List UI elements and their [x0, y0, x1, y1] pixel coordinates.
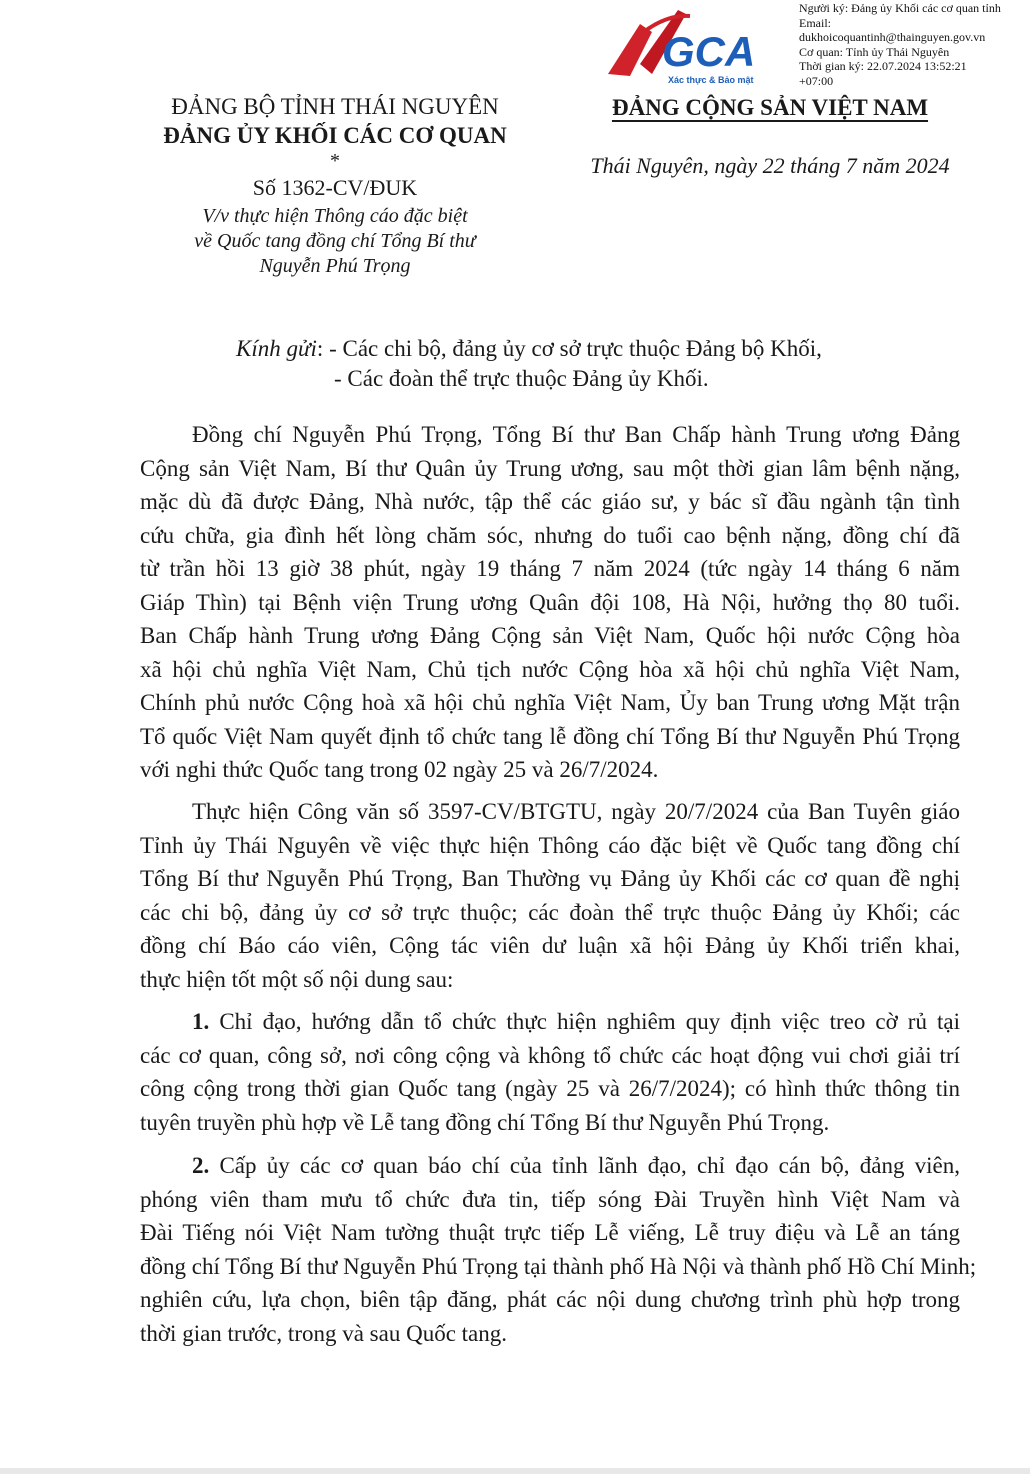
recipient-line: - Các đoàn thể trực thuộc Đảng ủy Khối. [334, 366, 709, 391]
text-line [140, 1005, 960, 1039]
text-line-content: mặc dù đã được Đảng, Nhà nước, tập thể các giáo sư, y bác sĩ đầu ngành tận tình [140, 489, 960, 514]
text-line [140, 753, 960, 787]
text-line-content: các cơ quan, công sở, nơi công cộng và không tổ chức các hoạt động vui chơi giải trí [140, 1042, 960, 1068]
issuer-block [100, 92, 570, 279]
text-line [140, 896, 960, 930]
text-line-content: Đồng chí Nguyễn Phú Trọng, Tổng Bí thư Ban Chấp hành Trung ương Đảng [192, 422, 960, 447]
svg-text:Xác thực & Bảo mật: Xác thực & Bảo mật [668, 75, 754, 85]
party-block [560, 93, 980, 179]
text-line-content: nghiên cứu, lựa chọn, biên tập đăng, phát các nội dung chương trình phù hợp trong [140, 1287, 960, 1312]
item-number: 1. [192, 1009, 210, 1034]
text-line-content: phóng viên tham mưu tổ chức đưa tin, tiếp sóng Đài Truyền hình Việt Nam và [140, 1186, 960, 1212]
paragraph-1 [140, 418, 960, 787]
text-line-content: Giáp Thìn) tại Bệnh viện Trung ương Quân đội 108, Hà Nội, hưởng thọ 80 tuổi. [140, 589, 960, 615]
subject-line: Nguyễn Phú Trọng [259, 255, 411, 277]
text-line [140, 1283, 960, 1317]
recipients [236, 334, 822, 394]
item-number: 2. [192, 1153, 210, 1178]
text-line-content: Cấp ủy các cơ quan báo chí của tỉnh lãnh đạo, chỉ đạo cán bộ, đảng viên, [219, 1153, 960, 1178]
text-line [140, 519, 960, 553]
text-line-content: Chỉ đạo, hướng dẫn tổ chức thực hiện nghiêm quy định việc treo cờ rủ tại [219, 1009, 960, 1034]
text-line-content: với nghi thức Quốc tang trong 02 ngày 25 và 26/7/2024. [140, 757, 659, 782]
recipient-line: - Các chi bộ, đảng ủy cơ sở trực thuộc Đảng bộ Khối, [329, 336, 822, 361]
text-line-content: Cộng sản Việt Nam, Bí thư Quân ủy Trung ương, sau một thời gian lâm bệnh nặng, [140, 455, 960, 481]
text-line [140, 653, 960, 687]
text-line [140, 1183, 960, 1217]
text-line-content: Chính phủ nước Cộng hoà xã hội chủ nghĩa Việt Nam, Ủy ban Trung ương Mặt trận [140, 690, 960, 715]
text-line [140, 963, 960, 997]
signer: Người ký: Đảng ủy Khối các cơ quan tỉnh [799, 1, 1001, 15]
timezone: +07:00 [799, 73, 834, 88]
text-line-content: công cộng trong thời gian Quốc tang (ngày 25 và 26/7/2024); có hình thức thông tin [140, 1076, 960, 1101]
page-bottom-edge [0, 1468, 1030, 1474]
text-line [140, 929, 960, 963]
text-line-content: Thực hiện Công văn số 3597-CV/BTGTU, ngày 20/7/2024 của Ban Tuyên giáo [192, 799, 960, 824]
text-line-content: Tỉnh ủy Thái Nguyên về việc thực hiện Thông cáo đặc biệt về Quốc tang đồng chí [140, 832, 960, 858]
issuer-line2: ĐẢNG ỦY KHỐI CÁC CƠ QUAN [163, 123, 507, 148]
text-line-content: đồng chí Báo cáo viên, Cộng tác viên dư luận xã hội Đảng ủy Khối triển khai, [140, 933, 960, 958]
text-line [140, 795, 960, 829]
email-label: Email: [799, 15, 831, 30]
text-line [140, 418, 960, 452]
document-number: Số 1362-CV/ĐUK [252, 175, 418, 200]
text-line [140, 829, 960, 863]
vgca-logo [600, 4, 795, 86]
item-2 [140, 1149, 977, 1350]
text-line-content: Đài Tiếng nói Việt Nam tường thuật trực tiếp Lễ viếng, Lễ truy điệu và Lễ an táng [140, 1220, 960, 1245]
svg-text:GCA: GCA [662, 28, 756, 75]
text-line-content: thời gian trước, trong và sau Quốc tang. [140, 1320, 508, 1346]
paragraph-2 [140, 795, 960, 996]
text-line [140, 552, 960, 586]
item-1 [140, 1005, 960, 1139]
party-name: ĐẢNG CỘNG SẢN VIỆT NAM [611, 95, 929, 120]
star-divider: * [330, 150, 340, 172]
text-line [140, 485, 960, 519]
text-line [140, 1039, 960, 1073]
text-line-content: Tổ quốc Việt Nam quyết định tổ chức tang lễ đồng chí Tổng Bí thư Nguyễn Phú Trọng [140, 723, 960, 749]
text-line [140, 1072, 960, 1106]
recipient-row: Kính gửi: - Các chi bộ, đảng ủy cơ sở trực thuộc Đảng bộ Khối, [236, 336, 822, 361]
text-line [140, 586, 960, 620]
text-line [140, 1106, 960, 1140]
place-date: Thái Nguyên, ngày 22 tháng 7 năm 2024 [590, 153, 950, 178]
text-line-content: tuyên truyền phù hợp về Lễ tang đồng chí Tổng Bí thư Nguyễn Phú Trọng. [140, 1109, 830, 1135]
text-line [140, 686, 960, 720]
text-line [140, 619, 960, 653]
text-line [140, 1250, 977, 1284]
text-line [140, 1149, 960, 1183]
subject [100, 204, 570, 279]
text-line-content: Ban Chấp hành Trung ương Đảng Cộng sản Việt Nam, Quốc hội nước Cộng hòa [140, 623, 960, 648]
text-line-content: các chi bộ, đảng ủy cơ sở trực thuộc; các đoàn thể trực thuộc Đảng ủy Khối; các [140, 899, 960, 925]
agency: Cơ quan: Tỉnh ủy Thái Nguyên [799, 44, 950, 59]
email: dukhoicoquantinh@thainguyen.gov.vn [799, 30, 986, 44]
text-line-content: xã hội chủ nghĩa Việt Nam, Chủ tịch nước Cộng hòa xã hội chủ nghĩa Việt Nam, [140, 656, 960, 682]
text-line [140, 452, 960, 486]
digital-signature-info [799, 1, 1001, 88]
text-line-content: từ trần hồi 13 giờ 38 phút, ngày 19 tháng 7 năm 2024 (tức ngày 14 tháng 6 năm [140, 556, 960, 581]
subject-line: V/v thực hiện Thông cáo đặc biệt [202, 205, 468, 227]
text-line-content: Tổng Bí thư Nguyễn Phú Trọng, Ban Thường vụ Đảng ủy Khối các cơ quan đề nghị [140, 866, 960, 891]
text-line [140, 720, 960, 754]
subject-line: về Quốc tang đồng chí Tổng Bí thư [194, 230, 476, 252]
text-line [140, 862, 960, 896]
sign-time: Thời gian ký: 22.07.2024 13:52:21 [799, 59, 967, 73]
issuer-line1: ĐẢNG BỘ TỈNH THÁI NGUYÊN [171, 94, 499, 119]
text-line-content: cứu chữa, gia đình hết lòng chăm sóc, nhưng do tuổi cao bệnh nặng, đồng chí đã [140, 522, 960, 548]
text-line-content: thực hiện tốt một số nội dung sau: [140, 966, 454, 992]
recipients-label: Kính gửi [236, 336, 317, 361]
text-line [140, 1216, 960, 1250]
text-line [140, 1317, 960, 1351]
text-line-content: đồng chí Tổng Bí thư Nguyễn Phú Trọng tại thành phố Hà Nội và thành phố Hồ Chí Minh; [140, 1253, 977, 1279]
